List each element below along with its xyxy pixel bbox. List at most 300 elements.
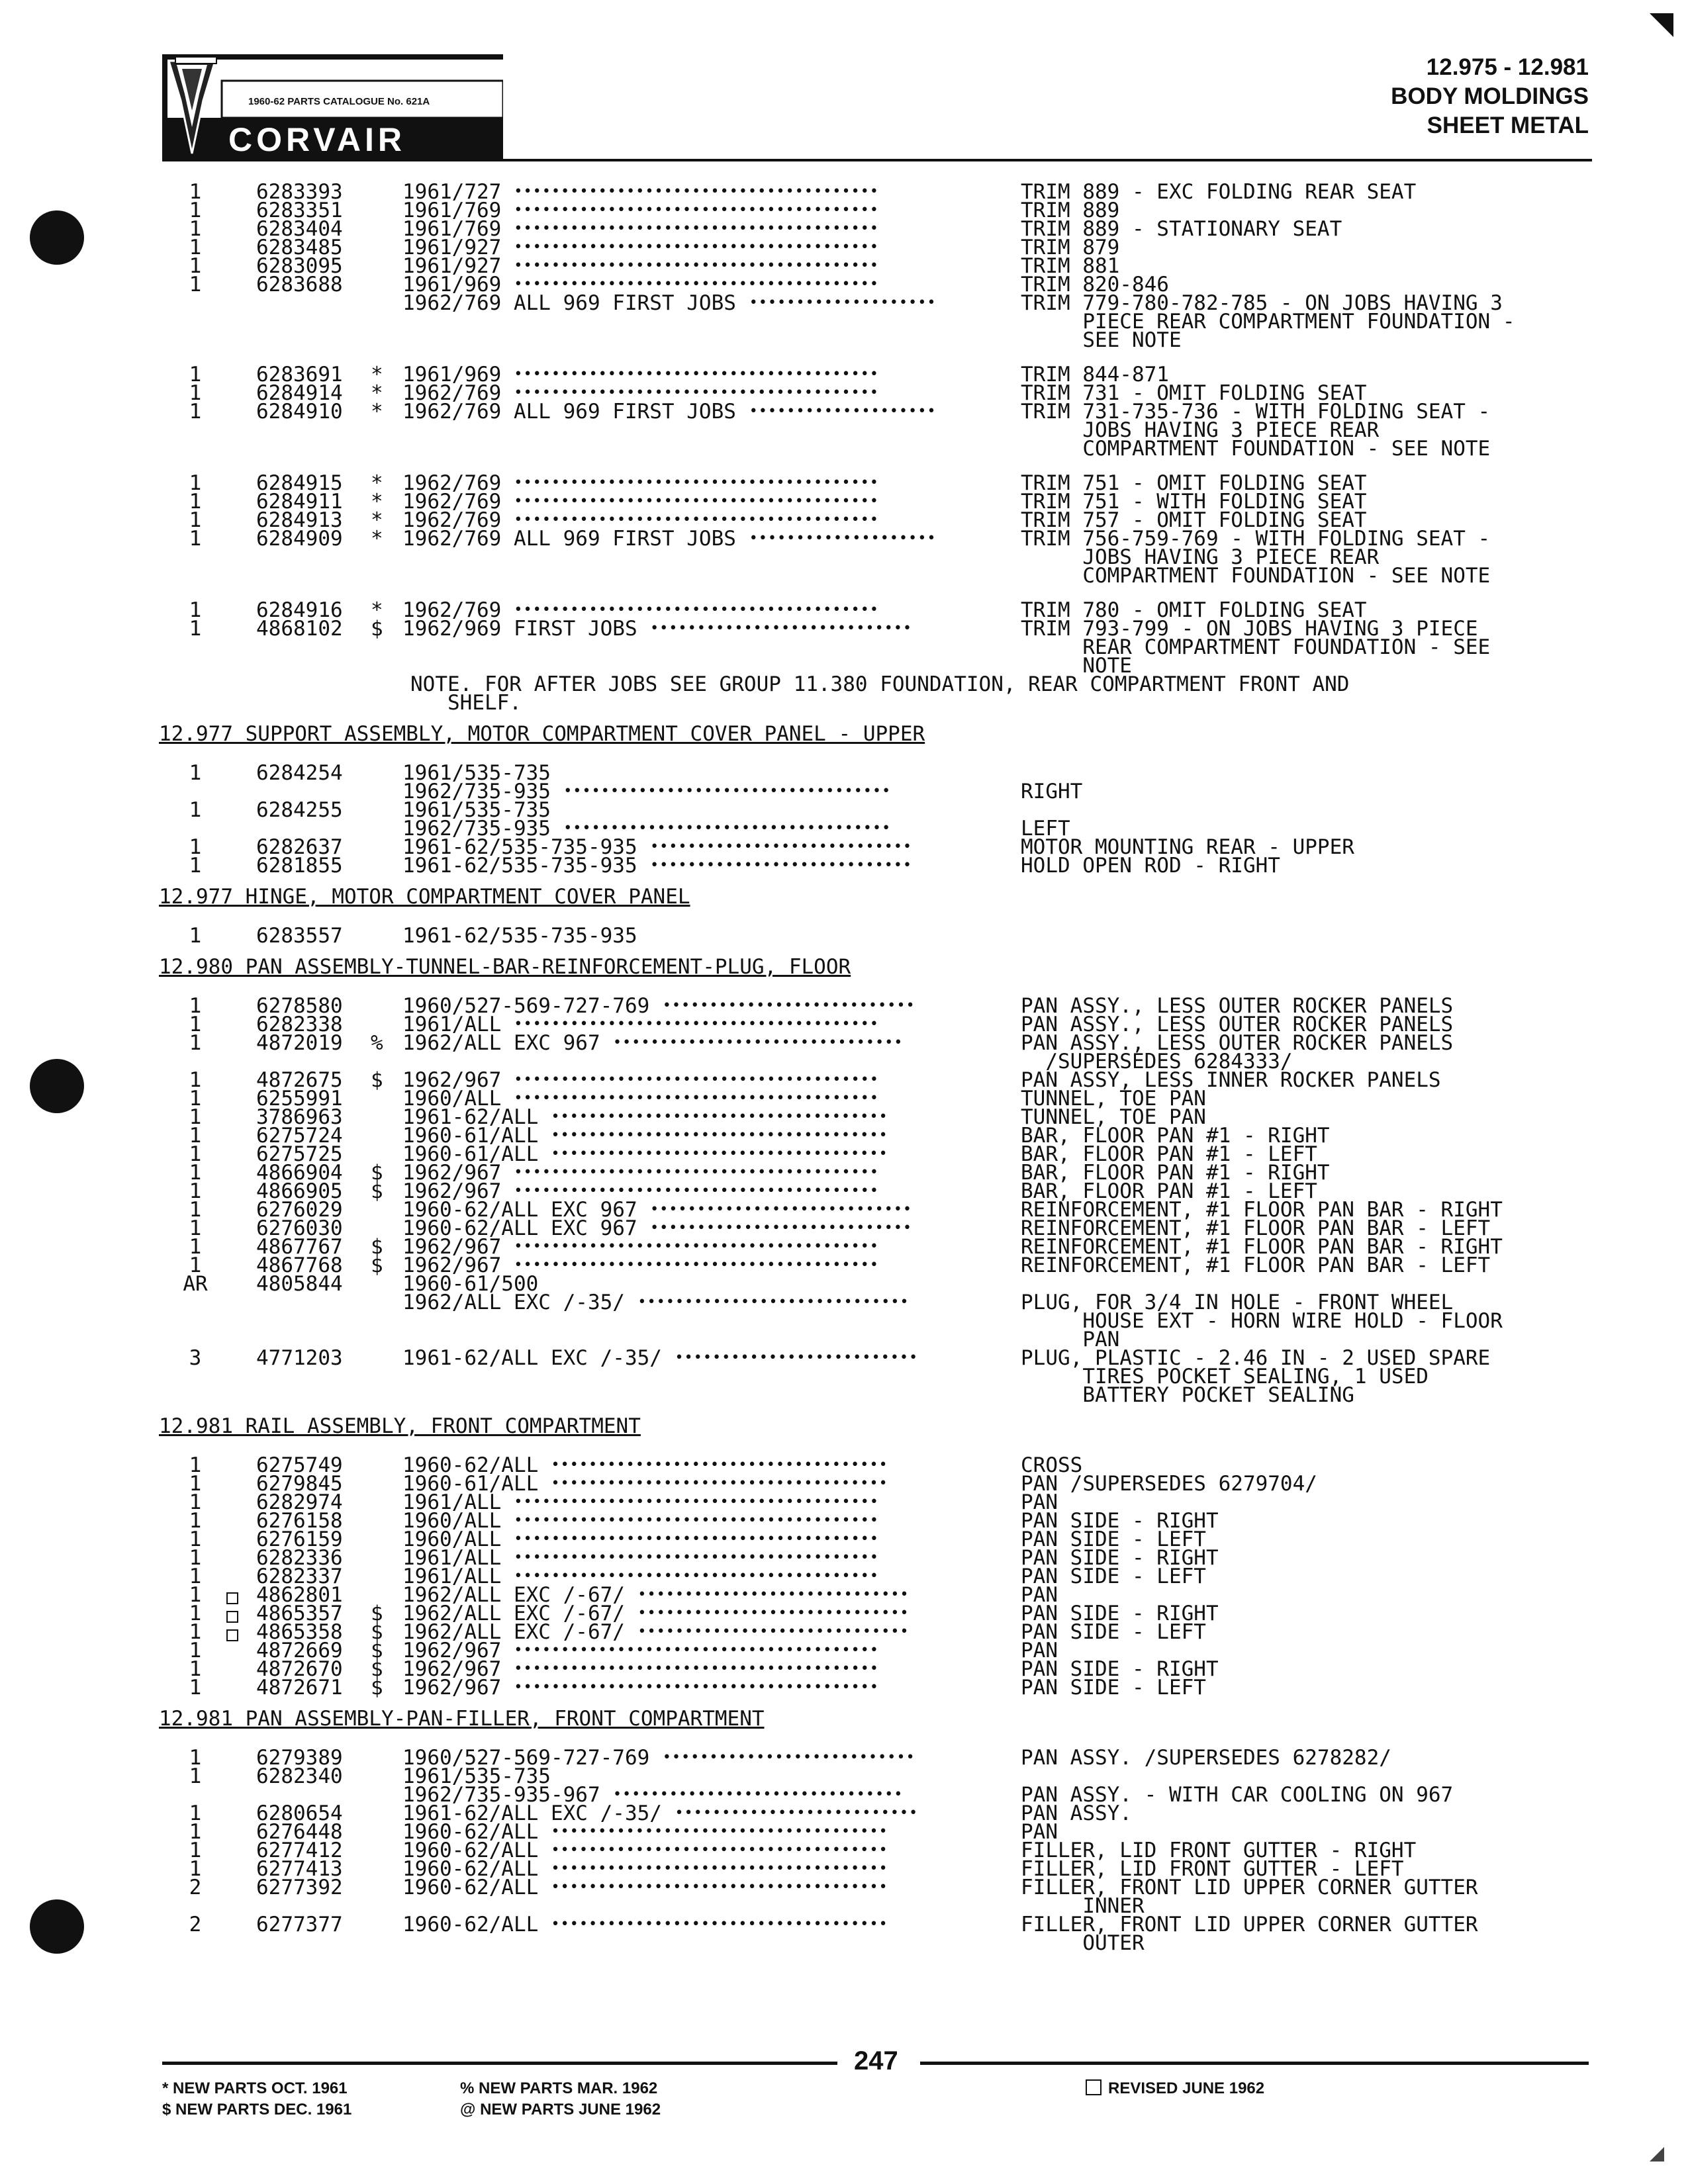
leader-dots: •••••••••••••••••••••••••••• <box>650 1201 913 1218</box>
part-description: PAN ASSY., LESS OUTER ROCKER PANELS <box>1021 1031 1454 1055</box>
part-quantity: 1 <box>189 1490 202 1514</box>
new-part-flag: $ <box>371 1235 383 1259</box>
part-number: 6282340 <box>256 1764 343 1788</box>
part-row <box>159 924 1602 948</box>
part-number: 4771203 <box>256 1346 343 1370</box>
part-row <box>159 437 1602 461</box>
application-code: 1962/967 <box>402 1676 502 1700</box>
part-number: 6284911 <box>256 490 343 514</box>
part-number: 6276158 <box>256 1509 343 1533</box>
revised-mark-icon <box>226 1586 238 1604</box>
leader-dots: •••••••••••••••••••••••••••••••••••• <box>551 1860 888 1877</box>
part-row <box>159 1031 1602 1055</box>
new-part-flag: % <box>371 1031 383 1055</box>
leader-dots: •••••••••••••••••••••••••••••••••••• <box>551 1109 888 1125</box>
part-number: 4872669 <box>256 1639 343 1662</box>
leader-dots: ••••••••••••••••••••••••••••••••••••••• <box>514 239 879 255</box>
part-number: 6282338 <box>256 1013 343 1036</box>
application-code: 1961-62/535-735-935 <box>402 835 637 859</box>
part-quantity: 1 <box>189 1620 202 1644</box>
section-title-2: SHEET METAL <box>1427 113 1589 138</box>
application-code: 1960-61/ALL <box>402 1142 539 1166</box>
part-description: JOBS HAVING 3 PIECE REAR <box>1021 545 1380 569</box>
part-row <box>159 1567 1602 1586</box>
leader-dots: •••••••••••••••••••••••••••••••••••• <box>551 1146 888 1162</box>
part-row <box>159 1490 1602 1514</box>
application-code: 1960-62/ALL <box>402 1820 539 1844</box>
application-code: 1962/ALL EXC /-67/ <box>402 1583 625 1607</box>
leader-dots: ••••••••••••••••••••••••••• <box>662 997 915 1014</box>
part-number: 6279389 <box>256 1746 343 1770</box>
leader-dots: ••••••••••••••••••••••••••••• <box>637 1294 910 1310</box>
part-quantity: 1 <box>189 1546 202 1570</box>
part-description: FILLER, LID FRONT GUTTER - LEFT <box>1021 1857 1404 1881</box>
leader-dots: •••••••••••••••••••••••••• <box>675 1349 919 1366</box>
new-part-flag: $ <box>371 1657 383 1681</box>
application-code: 1962/967 <box>402 1253 502 1277</box>
part-row <box>159 1105 1602 1129</box>
part-description: PLUG, FOR 3/4 IN HOLE - FRONT WHEEL <box>1021 1291 1454 1314</box>
new-part-flag: $ <box>371 617 383 641</box>
group-heading <box>159 875 1602 927</box>
part-description: TRIM 793-799 - ON JOBS HAVING 3 PIECE <box>1021 617 1478 641</box>
part-quantity: 2 <box>189 1876 202 1899</box>
part-description: PAN SIDE - RIGHT <box>1021 1602 1219 1625</box>
part-quantity: 1 <box>189 1216 202 1240</box>
leader-dots: ••••••••••••••••••••••••••••••••••••••• <box>514 1238 879 1255</box>
new-part-flag: * <box>371 471 383 495</box>
part-quantity: 1 <box>189 1068 202 1092</box>
note-line: SHELF. <box>410 691 522 715</box>
leader-dots: ••••••••••••••••••••••••••••• <box>637 1586 910 1603</box>
page-header <box>1391 53 1589 140</box>
application-code: 1962/967 <box>402 1657 502 1681</box>
part-quantity: 1 <box>189 1105 202 1129</box>
part-number: 6275749 <box>256 1453 343 1477</box>
part-quantity: 1 <box>189 761 202 785</box>
part-number: 6284916 <box>256 598 343 622</box>
part-quantity: 1 <box>189 400 202 424</box>
binder-hole-top <box>30 210 84 265</box>
leader-dots: ••••••••••••••••••••••••••••••••••••••• <box>514 512 879 528</box>
application-code: 1962/769 <box>402 508 502 532</box>
leader-dots: ••••••••••••••••••••••••••••••••••• <box>563 783 892 799</box>
part-description: TRIM 751 - OMIT FOLDING SEAT <box>1021 471 1367 495</box>
leader-dots: ••••••••••••••••••••••••••••••••••••••• <box>514 1164 879 1181</box>
new-part-flag: * <box>371 527 383 551</box>
leader-dots: ••••••••••••••••••••••••••••• <box>637 1623 910 1640</box>
part-description: TRIM 751 - WITH FOLDING SEAT <box>1021 490 1367 514</box>
application-code: 1962/ALL EXC /-67/ <box>402 1620 625 1644</box>
part-description: REINFORCEMENT, #1 FLOOR PAN BAR - RIGHT <box>1021 1235 1503 1259</box>
part-row <box>159 201 1602 220</box>
part-row <box>159 1915 1602 1934</box>
part-number: 6283691 <box>256 363 343 387</box>
application-code: 1962/735-935-967 <box>402 1783 600 1807</box>
part-quantity: 1 <box>189 994 202 1018</box>
part-description: OUTER <box>1021 1931 1145 1955</box>
part-description: FILLER, LID FRONT GUTTER - RIGHT <box>1021 1839 1417 1862</box>
leader-dots: ••••••••••••••••••••••••••••••••••••••• <box>514 602 879 618</box>
leader-dots: ••••••••••••••••••••••••••••••••••••••• <box>514 1257 879 1273</box>
part-description: PAN <box>1021 1583 1058 1607</box>
corvair-logo <box>162 54 503 160</box>
part-description: TRIM 889 - EXC FOLDING REAR SEAT <box>1021 180 1417 204</box>
part-number: 6284910 <box>256 400 343 424</box>
leader-dots: •••••••••••••••••••••••••••• <box>650 620 913 637</box>
part-number: 4862801 <box>256 1583 343 1607</box>
application-code: 1961/535-735 <box>402 798 551 822</box>
part-row <box>159 1309 1602 1333</box>
part-number: 6283393 <box>256 180 343 204</box>
application-code: 1961-62/535-735-935 <box>402 854 637 878</box>
part-row <box>159 635 1602 659</box>
part-number: 4872019 <box>256 1031 343 1055</box>
part-description: TRIM 779-780-782-785 - ON JOBS HAVING 3 <box>1021 291 1503 315</box>
part-row <box>159 238 1602 257</box>
application-code: 1962/967 <box>402 1639 502 1662</box>
leader-dots: •••••••••••••••••••••••••••••••••••• <box>551 1916 888 1933</box>
part-quantity: 1 <box>189 1857 202 1881</box>
part-quantity: 3 <box>189 1346 202 1370</box>
application-code: 1960/ALL <box>402 1087 502 1111</box>
leader-dots: •••••••••••••••••••••••••••••••••••• <box>551 1823 888 1840</box>
part-quantity: 1 <box>189 1676 202 1700</box>
part-number: 6283351 <box>256 199 343 222</box>
application-code: 1960/527-569-727-769 <box>402 994 650 1018</box>
revised-mark-icon <box>226 1623 238 1641</box>
application-code: 1961-62/ALL <box>402 1105 539 1129</box>
binder-hole-bottom <box>30 1899 84 1954</box>
part-quantity: 1 <box>189 1198 202 1222</box>
application-code: 1960-62/ALL <box>402 1453 539 1477</box>
part-description: PAN ASSY. <box>1021 1801 1132 1825</box>
new-part-flag: $ <box>371 1676 383 1700</box>
part-quantity: 1 <box>189 1253 202 1277</box>
revised-mark-icon <box>226 1604 238 1623</box>
new-part-flag: $ <box>371 1602 383 1625</box>
leader-dots: ••••••••••••••••••••••••••••••••••••••• <box>514 385 879 401</box>
part-quantity: 1 <box>189 217 202 241</box>
part-row <box>159 527 1602 551</box>
part-quantity: 1 <box>189 1820 202 1844</box>
application-code: 1962/967 <box>402 1068 502 1092</box>
part-number: 4865358 <box>256 1620 343 1644</box>
new-part-flag: $ <box>371 1179 383 1203</box>
revised-box-icon <box>1086 2079 1102 2095</box>
application-code: 1961/969 <box>402 363 502 387</box>
part-row <box>159 1383 1602 1407</box>
group-heading-text: 12.981 PAN ASSEMBLY-PAN-FILLER, FRONT COMPARTMENT <box>159 1707 765 1731</box>
group-heading-text: 12.980 PAN ASSEMBLY-TUNNEL-BAR-REINFORCEMENT-PLUG, FLOOR <box>159 955 851 979</box>
part-row <box>159 180 1602 204</box>
corner-mark <box>1650 13 1673 37</box>
part-row <box>159 328 1602 352</box>
part-number: 6276448 <box>256 1820 343 1844</box>
application-code: 1960-62/ALL <box>402 1876 539 1899</box>
application-code: 1962/735-935 <box>402 780 551 803</box>
leader-dots: ••••••••••••••••••••••••••••••••••••••• <box>514 493 879 510</box>
new-part-flag: $ <box>371 1161 383 1185</box>
application-code: 1961-62/ALL EXC /-35/ <box>402 1346 662 1370</box>
leader-dots: ••••••••••••••••••••••••••••••••••••••• <box>514 1512 879 1529</box>
application-code: 1960-61/ALL <box>402 1472 539 1496</box>
part-row <box>159 1546 1602 1570</box>
part-row <box>159 400 1602 424</box>
application-code: 1961/535-735 <box>402 1764 551 1788</box>
application-code: 1960-62/ALL <box>402 1839 539 1862</box>
part-description: PIECE REAR COMPARTMENT FOUNDATION - <box>1021 310 1515 334</box>
part-row <box>159 254 1602 278</box>
legend-dec-1961: $ NEW PARTS DEC. 1961 <box>162 2101 352 2118</box>
part-quantity: 1 <box>189 1453 202 1477</box>
part-quantity: 1 <box>189 180 202 204</box>
part-description: LEFT <box>1021 817 1070 841</box>
part-description: TRIM 820-846 <box>1021 273 1169 296</box>
leader-dots: ••••••••••••••••••••••••••••••••••••••• <box>514 220 879 237</box>
part-description: BAR, FLOOR PAN #1 - RIGHT <box>1021 1161 1330 1185</box>
part-row <box>159 1124 1602 1148</box>
part-number: 6282337 <box>256 1565 343 1588</box>
section-title-1: BODY MOLDINGS <box>1391 83 1589 109</box>
part-description: PAN <box>1021 1490 1058 1514</box>
leader-dots: ••••••••••••••••••••••••••••••••••••••• <box>514 1531 879 1547</box>
leader-dots: ••••••••••••••••••••••••••••••• <box>612 1786 904 1803</box>
footer-rule-right <box>920 2062 1589 2065</box>
part-number: 6284254 <box>256 761 343 785</box>
part-quantity: 1 <box>189 1746 202 1770</box>
group-heading-text: 12.977 HINGE, MOTOR COMPARTMENT COVER PANEL <box>159 885 690 909</box>
part-quantity: 1 <box>189 381 202 405</box>
leader-dots: •••••••••••••••••••• <box>749 403 937 420</box>
part-row <box>159 835 1602 859</box>
part-description: TRIM 881 <box>1021 254 1120 278</box>
application-code: 1961-62/535-735-935 <box>402 924 637 948</box>
leader-dots: •••••••••••••••••••••••••••• <box>650 1220 913 1236</box>
part-quantity: 1 <box>189 1031 202 1055</box>
leader-dots: ••••••••••••••••••••••••••••••••••••••• <box>514 1549 879 1566</box>
part-number: 4867768 <box>256 1253 343 1277</box>
part-number: 6283557 <box>256 924 343 948</box>
part-description: TRIM 731-735-736 - WITH FOLDING SEAT - <box>1021 400 1491 424</box>
part-description: HOLD OPEN ROD - RIGHT <box>1021 854 1280 878</box>
part-number: 6283404 <box>256 217 343 241</box>
footer-legend-right <box>1086 2078 1264 2099</box>
footer-legend-middle <box>460 2078 661 2120</box>
new-part-flag: $ <box>371 1620 383 1644</box>
part-description: PAN ASSY. /SUPERSEDES 6278282/ <box>1021 1746 1391 1770</box>
part-quantity: 1 <box>189 924 202 948</box>
part-number: 6282637 <box>256 835 343 859</box>
part-description: REAR COMPARTMENT FOUNDATION - SEE <box>1021 635 1491 659</box>
part-number: 4866905 <box>256 1179 343 1203</box>
part-row <box>159 1367 1602 1386</box>
part-description: TRIM 731 - OMIT FOLDING SEAT <box>1021 381 1367 405</box>
corner-mark-bottom <box>1650 2147 1664 2161</box>
new-part-flag: $ <box>371 1068 383 1092</box>
part-row <box>159 1783 1602 1807</box>
part-number: 6277377 <box>256 1913 343 1936</box>
part-quantity: 1 <box>189 1509 202 1533</box>
leader-dots: •••••••••••••••••••• <box>749 530 937 547</box>
leader-dots: •••••••••••••••••••••••••••••••••••• <box>551 1475 888 1492</box>
part-description: REINFORCEMENT, #1 FLOOR PAN BAR - LEFT <box>1021 1253 1491 1277</box>
part-number: 4805844 <box>256 1272 343 1296</box>
part-number: 4868102 <box>256 617 343 641</box>
part-description: FILLER, FRONT LID UPPER CORNER GUTTER <box>1021 1913 1478 1936</box>
part-number: 4867767 <box>256 1235 343 1259</box>
new-part-flag: * <box>371 400 383 424</box>
new-part-flag: $ <box>371 1639 383 1662</box>
group-heading-text: 12.977 SUPPORT ASSEMBLY, MOTOR COMPARTMENT COVER PANEL - UPPER <box>159 722 925 746</box>
part-description: TUNNEL, TOE PAN <box>1021 1105 1206 1129</box>
part-quantity: 1 <box>189 363 202 387</box>
leader-dots: •••••••••••••••••••••••••• <box>675 1805 919 1821</box>
application-code: 1961/ALL <box>402 1013 502 1036</box>
part-description: TRIM 889 - STATIONARY SEAT <box>1021 217 1342 241</box>
group-heading <box>159 1697 1602 1749</box>
part-row <box>159 1676 1602 1700</box>
part-description: PAN SIDE - LEFT <box>1021 1565 1206 1588</box>
leader-dots: •••••••••••••••••••••••••••••••••••• <box>551 1842 888 1858</box>
group-heading <box>159 712 1602 764</box>
part-quantity: 1 <box>189 1179 202 1203</box>
part-description: BAR, FLOOR PAN #1 - RIGHT <box>1021 1124 1330 1148</box>
part-number: 4866904 <box>256 1161 343 1185</box>
leader-dots: ••••••••••••••••••••••••••••••••••••••• <box>514 1071 879 1088</box>
part-description: PAN ASSY. - WITH CAR COOLING ON 967 <box>1021 1783 1454 1807</box>
part-number: 6280654 <box>256 1801 343 1825</box>
part-description: PAN SIDE - RIGHT <box>1021 1546 1219 1570</box>
part-description: PAN <box>1021 1328 1120 1351</box>
part-description: CROSS <box>1021 1453 1083 1477</box>
leader-dots: •••••••••••••••••••••••••••••••••••• <box>551 1127 888 1144</box>
part-description: PAN SIDE - LEFT <box>1021 1676 1206 1700</box>
leader-dots: ••••••••••••••••••••••••••••••• <box>612 1034 904 1051</box>
part-number: 6284914 <box>256 381 343 405</box>
new-part-flag: * <box>371 490 383 514</box>
part-description: PAN SIDE - LEFT <box>1021 1620 1206 1644</box>
new-part-flag: * <box>371 381 383 405</box>
application-code: 1961/727 <box>402 180 502 204</box>
part-number: 6283688 <box>256 273 343 296</box>
application-code: 1960-62/ALL <box>402 1857 539 1881</box>
leader-dots: •••••••••••••••••••••••••••• <box>650 839 913 855</box>
new-part-flag: * <box>371 363 383 387</box>
application-code: 1962/ALL EXC 967 <box>402 1031 600 1055</box>
part-number: 6277412 <box>256 1839 343 1862</box>
leader-dots: ••••••••••••••••••••••••••••• <box>637 1605 910 1621</box>
application-code: 1961/769 <box>402 199 502 222</box>
part-number: 4872670 <box>256 1657 343 1681</box>
application-code: 1962/769 <box>402 598 502 622</box>
application-code: 1961-62/ALL EXC /-35/ <box>402 1801 662 1825</box>
part-quantity: AR <box>183 1272 208 1296</box>
part-row <box>159 798 1602 822</box>
part-quantity: 2 <box>189 1913 202 1936</box>
part-number: 3786963 <box>256 1105 343 1129</box>
part-number: 6279845 <box>256 1472 343 1496</box>
leader-dots: ••••••••••••••••••••••••••••••••••••••• <box>514 1568 879 1584</box>
part-description: BAR, FLOOR PAN #1 - LEFT <box>1021 1179 1317 1203</box>
part-description: COMPARTMENT FOUNDATION - SEE NOTE <box>1021 437 1491 461</box>
part-quantity: 1 <box>189 798 202 822</box>
part-number: 4865357 <box>256 1602 343 1625</box>
application-code: 1961/969 <box>402 273 502 296</box>
part-number: 4872675 <box>256 1068 343 1092</box>
part-description: REINFORCEMENT, #1 FLOOR PAN BAR - RIGHT <box>1021 1198 1503 1222</box>
part-description: PAN ASSY, LESS INNER ROCKER PANELS <box>1021 1068 1441 1092</box>
part-description: PAN SIDE - RIGHT <box>1021 1509 1219 1533</box>
part-number: 6281855 <box>256 854 343 878</box>
binder-hole-middle <box>30 1059 84 1113</box>
page-number: 247 <box>854 2046 898 2075</box>
part-description: TRIM 879 <box>1021 236 1120 259</box>
leader-dots: •••••••••••••••••••••••••••• <box>650 857 913 874</box>
part-description: PAN <box>1021 1820 1058 1844</box>
part-description: TRIM 780 - OMIT FOLDING SEAT <box>1021 598 1367 622</box>
leader-dots: ••••••••••••••••••••••••••••••••••••••• <box>514 257 879 274</box>
part-row <box>159 1453 1602 1477</box>
part-row <box>159 564 1602 588</box>
application-code: 1960/527-569-727-769 <box>402 1746 650 1770</box>
part-description: NOTE <box>1021 654 1132 678</box>
part-quantity: 1 <box>189 1565 202 1588</box>
part-description: /SUPERSEDES 6284333/ <box>1021 1050 1293 1073</box>
application-code: 1962/ALL EXC /-35/ <box>402 1291 625 1314</box>
catalogue-label: 1960-62 PARTS CATALOGUE No. 621A <box>248 96 430 107</box>
part-quantity: 1 <box>189 1602 202 1625</box>
application-code: 1960-62/ALL EXC 967 <box>402 1216 637 1240</box>
part-quantity: 1 <box>189 854 202 878</box>
part-row <box>159 1801 1602 1825</box>
part-quantity: 1 <box>189 1235 202 1259</box>
part-number: 6255991 <box>256 1087 343 1111</box>
application-code: 1960/ALL <box>402 1509 502 1533</box>
application-code: 1961/927 <box>402 236 502 259</box>
part-row <box>159 1472 1602 1496</box>
note-line: NOTE. FOR AFTER JOBS SEE GROUP 11.380 FOUNDATION, REAR COMPARTMENT FRONT AND <box>410 672 1350 696</box>
part-description: FILLER, FRONT LID UPPER CORNER GUTTER <box>1021 1876 1478 1899</box>
part-description: PAN <box>1021 1639 1058 1662</box>
leader-dots: ••••••••••••••••••••••••••••••••••••••• <box>514 475 879 491</box>
leader-dots: •••••••••••••••••••• <box>749 295 937 311</box>
leader-dots: •••••••••••••••••••••••••••••••••••• <box>551 1457 888 1473</box>
part-quantity: 1 <box>189 617 202 641</box>
application-code: 1962/967 <box>402 1235 502 1259</box>
application-code: 1962/969 FIRST JOBS <box>402 617 637 641</box>
legend-oct-1961: * NEW PARTS OCT. 1961 <box>162 2079 348 2097</box>
application-code: 1962/769 ALL 969 FIRST JOBS <box>402 291 736 315</box>
header-rule <box>162 159 1592 161</box>
leader-dots: ••••••••••••••••••••••••••••••••••••••• <box>514 1090 879 1107</box>
part-number: 6275724 <box>256 1124 343 1148</box>
new-part-flag: * <box>371 508 383 532</box>
new-part-flag: * <box>371 598 383 622</box>
part-quantity: 1 <box>189 273 202 296</box>
part-description: HOUSE EXT - HORN WIRE HOLD - FLOOR <box>1021 1309 1503 1333</box>
part-quantity: 1 <box>189 1161 202 1185</box>
footer-legend-left <box>162 2078 352 2120</box>
part-number: 6282336 <box>256 1546 343 1570</box>
application-code: 1960-62/ALL EXC 967 <box>402 1198 637 1222</box>
part-number: 6278580 <box>256 994 343 1018</box>
part-quantity: 1 <box>189 254 202 278</box>
part-description: BAR, FLOOR PAN #1 - LEFT <box>1021 1142 1317 1166</box>
part-quantity: 1 <box>189 1013 202 1036</box>
part-quantity: 1 <box>189 236 202 259</box>
part-quantity: 1 <box>189 490 202 514</box>
